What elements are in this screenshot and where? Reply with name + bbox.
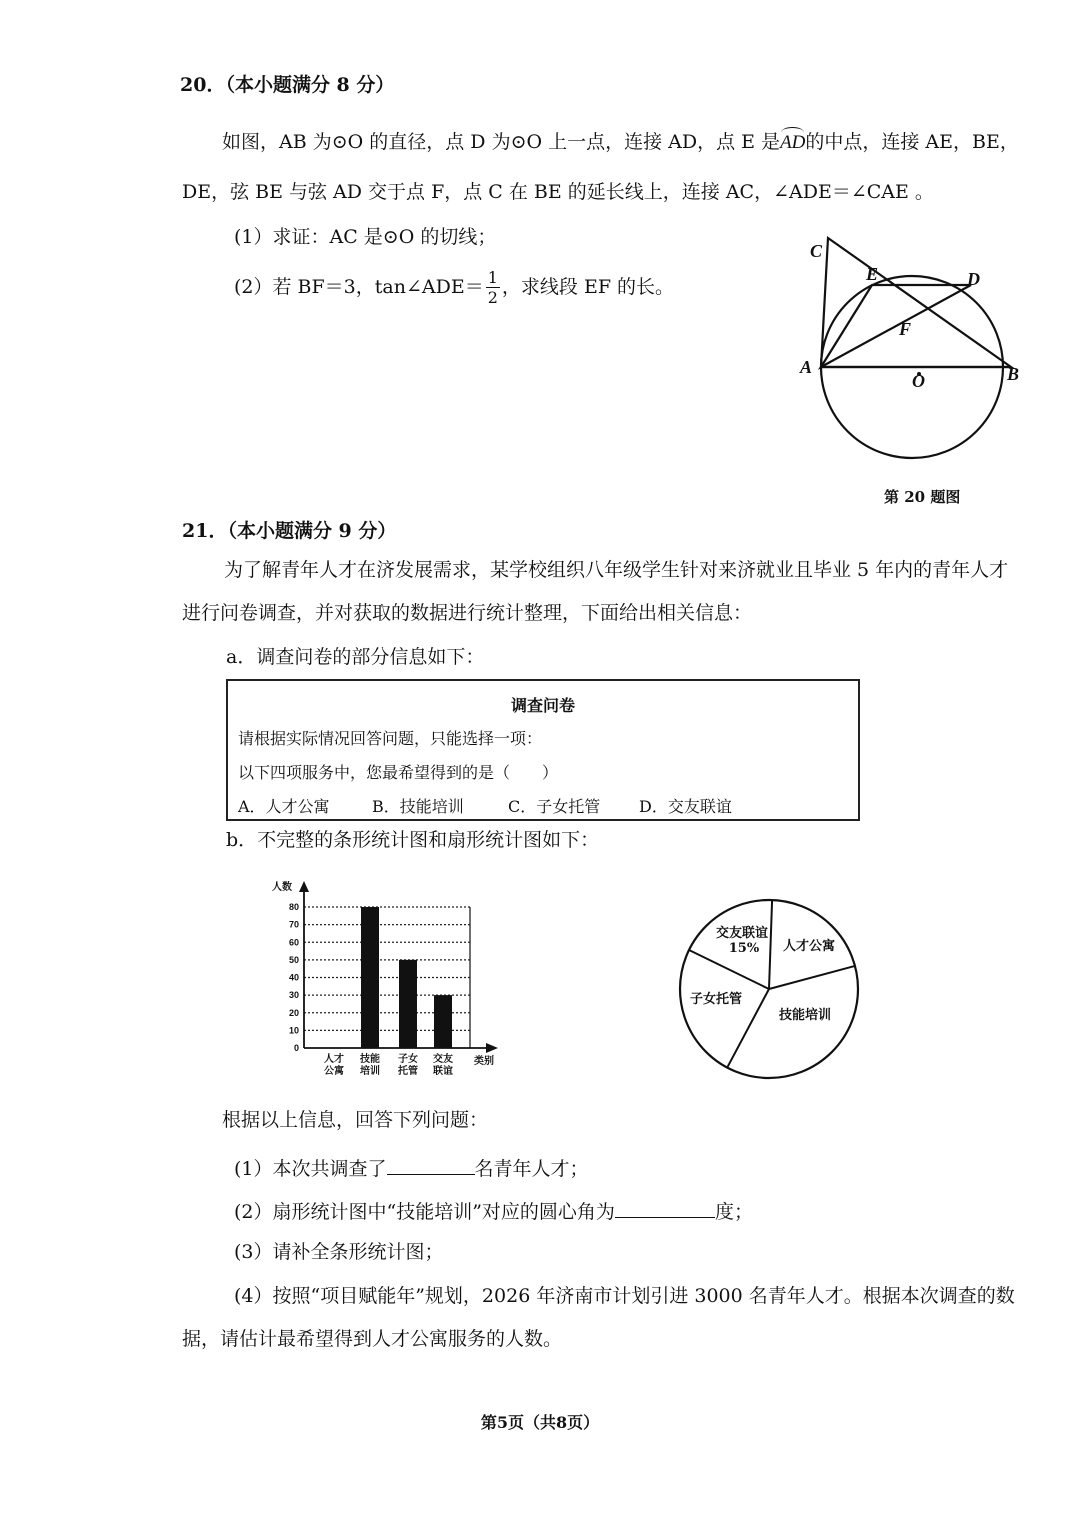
q2-post: 度；	[714, 1201, 753, 1223]
fraction-one-half	[486, 270, 500, 306]
survey-option-c: C．子女托管	[508, 797, 601, 816]
label-o: O	[912, 371, 925, 391]
q20-header: 20．（本小题满分 8 分）	[180, 74, 395, 96]
triangle-lines	[821, 238, 1011, 367]
y-tick-label: 30	[288, 990, 299, 1001]
survey-box	[226, 679, 860, 821]
q21-questions-intro: 根据以上信息，回答下列问题：	[222, 1109, 489, 1131]
q20-part2	[234, 270, 674, 306]
pie-label-percent: 15%	[728, 941, 760, 956]
bar-chart	[266, 872, 506, 1087]
y-tick-label: 50	[288, 954, 299, 965]
pie-label-friendship: 交友联谊	[715, 926, 769, 941]
pie-slice-divider	[769, 900, 772, 989]
x-axis-label: 类别	[474, 1056, 494, 1067]
x-axis-arrow	[486, 1043, 498, 1053]
q20-part1: (1）求证：AC 是⊙O 的切线；	[234, 226, 497, 248]
survey-option-a: A．人才公寓	[238, 797, 330, 816]
bar-4	[434, 995, 452, 1048]
page-footer: 第5页（共8页）	[480, 1413, 600, 1432]
pie-chart	[672, 895, 868, 1081]
q21-a-label: a．调查问卷的部分信息如下：	[226, 646, 485, 668]
pie-label-childcare: 子女托管	[689, 992, 743, 1007]
q21-q4-line2: 据，请估计最希望得到人才公寓服务的人数。	[182, 1328, 563, 1350]
q20-geometry-figure	[790, 235, 1040, 490]
x-tick-label: 交友	[433, 1054, 453, 1065]
arc-ad-label: AD	[780, 132, 806, 153]
bar-2	[361, 907, 379, 1048]
label-b: B	[1007, 364, 1020, 384]
x-tick-label: 培训	[360, 1066, 380, 1077]
q20-part2-post: ，求线段 EF 的长。	[501, 276, 675, 298]
q21-intro1: 为了解青年人才在济发展需求，某学校组织八年级学生针对来济就业且毕业 5 年内的青年人才	[224, 559, 1009, 581]
pie-slice-divider	[769, 966, 855, 989]
survey-title: 调查问卷	[510, 696, 575, 715]
y-tick-label: 80	[288, 902, 299, 912]
q20-line2: DE，弦 BE 与弦 AD 交于点 F，点 C 在 BE 的延长线上，连接 AC，∠ADE＝∠CAE 。	[182, 181, 934, 203]
pie-label-skill-training: 技能培训	[778, 1008, 832, 1023]
q21-q1	[234, 1156, 589, 1179]
q20-line1	[222, 133, 1019, 152]
survey-line2: 以下四项服务中，您最希望得到的是（ ）	[238, 763, 559, 782]
bar-3	[399, 960, 417, 1048]
q21-b-label: b．不完整的条形统计图和扇形统计图如下：	[226, 829, 600, 851]
y-tick-label: 60	[288, 937, 299, 948]
q1-answer-blank[interactable]	[387, 1156, 475, 1175]
q20-line1-text: 如图，AB 为⊙O 的直径，点 D 为⊙O 上一点，连接 AD，点 E 是	[222, 131, 781, 153]
fraction-numerator: 1	[487, 268, 498, 287]
q1-post: 名青年人才；	[474, 1158, 589, 1180]
q21-q2	[234, 1199, 753, 1222]
q1-pre: (1）本次共调查了	[234, 1158, 387, 1180]
figure-caption: 第 20 题图	[884, 488, 961, 506]
y-tick-label: 40	[288, 972, 299, 983]
label-d: D	[967, 269, 980, 289]
y-tick-label: 20	[288, 1007, 299, 1018]
label-c: C	[810, 241, 823, 261]
q21-header: 21．（本小题满分 9 分）	[182, 520, 397, 542]
y-axis-label: 人数	[272, 882, 292, 893]
y-tick-label: 0	[293, 1043, 299, 1053]
label-f: F	[899, 319, 912, 339]
label-e: E	[866, 264, 879, 284]
fraction-denominator: 2	[487, 288, 498, 307]
q2-answer-blank[interactable]	[615, 1199, 715, 1218]
q21-intro2: 进行问卷调查，并对获取的数据进行统计整理，下面给出相关信息：	[182, 602, 753, 624]
q2-pre: (2）扇形统计图中“技能培训”对应的圆心角为	[234, 1201, 615, 1223]
x-tick-label: 公寓	[324, 1066, 344, 1077]
survey-option-d: D．交友联谊	[639, 797, 732, 816]
survey-line1: 请根据实际情况回答问题，只能选择一项：	[238, 729, 543, 748]
q21-q3: (3）请补全条形统计图；	[234, 1241, 444, 1263]
y-tick-label: 10	[288, 1025, 299, 1036]
y-axis-arrow	[299, 881, 309, 892]
survey-option-b: B．技能培训	[372, 797, 464, 816]
x-tick-label: 托管	[398, 1066, 418, 1077]
label-a: A	[800, 357, 813, 377]
q21-q4-line1: (4）按照“项目赋能年”规划，2026 年济南市计划引进 3000 名青年人才。根据本次调查的数	[234, 1285, 1015, 1307]
q20-part2-pre: (2）若 BF＝3，tan∠ADE＝	[234, 276, 484, 298]
pie-label-talent-apartment: 人才公寓	[782, 939, 836, 954]
x-tick-label: 技能	[360, 1054, 380, 1065]
q20-line1-end: 的中点，连接 AE，BE，	[805, 131, 1019, 153]
y-tick-label: 70	[288, 919, 299, 930]
x-tick-label: 子女	[398, 1054, 418, 1065]
x-tick-label: 人才	[324, 1054, 344, 1065]
x-tick-label: 联谊	[433, 1066, 453, 1077]
